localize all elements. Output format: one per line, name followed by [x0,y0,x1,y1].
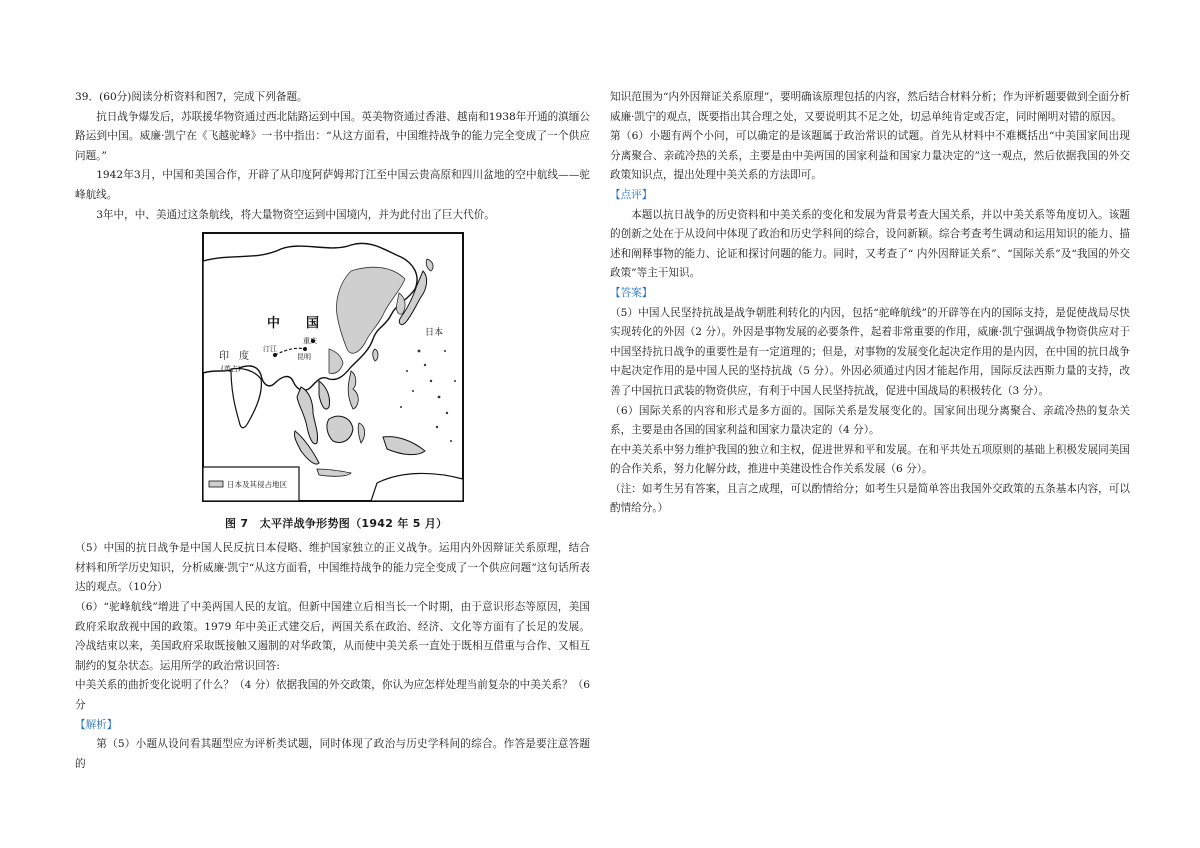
pacific-war-map [201,231,465,503]
label-india-sub: (英占) [221,365,241,374]
comment-paragraph: 本题以抗日战争的历史资料和中美关系的变化和发展为背景考查大国关系，并以中美关系等角度切入。该题的创新之处在于从设问中体现了政治和历史学科间的综合，设问新颖。综合考查考生调动和运用知识的能力、描述和阐释事物的能力、论证和探讨问题的能力。同时，又考查了“ 内外因辩证关系”、“国际关系”及“我国的外交政策”等主干知识。 [610,208,1130,280]
legend-swatch [209,481,223,487]
material-paragraph-1: 抗日战争爆发后，苏联援华物资通过西北陆路运到中国。英美物资通过香港、越南和1938年开通的滇缅公路运到中国。威廉·凯宁在《飞越驼峰》一书中指出：“从这方面看，中国维持战争的能力完全变成了一个供应问题。” [75,110,590,162]
label-india: 印 度 [219,351,249,363]
borneo [327,416,353,442]
analysis-paragraph-2: 知识范围为“内外因辩证关系原理”，要明确该原理包括的内容，然后结合材料分析；作为评析题要做到全面分析威廉·凯宁的观点，既要指出其合理之处，又要说明其不足之处，切忌单纯肯定或否定，同时阐明对错的原因。 [610,91,1130,123]
analysis-paragraph-1: 第（5）小题从设问看其题型应为评析类试题，同时体现了政治与历史学科间的综合。作答是要注意答题的 [75,738,590,770]
label-china: 中 国 [267,316,320,332]
label-kunming: 昆明 [297,353,311,362]
question-6-sub: 中美关系的曲折变化说明了什么？（4 分）依据我国的外交政策，你认为应怎样处理当前复杂的中美关系？（6分 [75,679,590,711]
right-column [610,88,1130,519]
figure-caption: 图 7 太平洋战争形势图（1942 年 5 月） [225,517,448,531]
figure-7 [201,231,465,531]
analysis-paragraph-3: 第（6）小题有两个小问，可以确定的是该题属于政治常识的试题。首先从材料中不难概括出“中美国家间出现分离聚合、亲疏冷热的关系，主要是由中美两国的国家利益和国家力量决定的”这一观点，然后依据我国的外交政策知识点，提出处理中美关系的方法即可。 [610,130,1130,182]
tag-jiexi: 【解析】 [75,718,118,731]
material-paragraph-3: 3年中，中、美通过这条航线，将大量物资空运到中国境内，并为此付出了巨大代价。 [96,208,495,221]
label-dinjan: 汀江 [263,345,277,354]
label-chongqing: 重庆 [303,337,317,346]
question-39-title: 39．(60分)阅读分析资料和图7，完成下列备题。 [75,91,308,103]
legend-text: 日本及其侵占地区 [227,480,287,490]
answer-6a: （6）国际关系的内容和形式是多方面的。国际关系是发展变化的。国家间出现分离聚合、亲疏冷热的复杂关系，主要是由各国的国家利益和国家力量决定的（4 分）。 [610,404,1130,437]
answer-note: （注：如考生另有答案，且言之成理，可以酌情给分；如考生只是简单答出我国外交政策的五条基本内容，可以酌情给分。） [610,482,1130,515]
material-paragraph-2: 1942年3月，中国和美国合作，开辟了从印度阿萨姆邦汀江至中国云贵高原和四川盆地的空中航线——驼峰航线。 [75,169,590,201]
answer-5: （5）中国人民坚持抗战是战争朝胜利转化的内因，包括“驼峰航线”的开辟等在内的国际支持，是促使战局尽快实现转化的外因（2 分）。外因是事物发展的必要条件，起着非常重要的作用，威廉·凯宁强调战争物资供应对于中国坚持抗日战争的重要性是有一定道理的；但是，对事物的发展变化起决定作用的是内因，在中国的抗日战争中起决定作用的是中国人民的坚持抗战（5 分）。外因必须通过内因才能起作用，国际反法西斯力量的支持，改善了中国抗日武装的物资供应，有利于中国人民坚持抗战，促进中国战局的积极转化（3 分）。 [610,306,1130,397]
label-japan: 日本 [425,328,444,339]
question-5: （5）中国的抗日战争是中国人民反抗日本侵略、维护国家独立的正义战争。运用内外因辩证关系原理，结合材料和所学历史知识，分析威廉·凯宁“从这方面看，中国维持战争的能力完全变成了一个供应问题”这句话所表达的观点。（10分） [75,542,590,594]
answer-6b: 在中美关系中努力维护我国的独立和主权，促进世界和平和发展。在和平共处五项原则的基础上积极发展同美国的合作关系，努力化解分歧，推进中美建设性合作关系发展（6 分）。 [610,443,1130,476]
tag-dianping: 【点评】 [610,188,653,201]
question-6: （6）“驼峰航线”增进了中美两国人民的友谊。但新中国建立后相当长一个时期，由于意识形态等原因，美国政府采取敌视中国的政策。1979 年中美正式建交后，两国关系在政治、经济、文化等方面有了长足的发展。冷战结束以来，美国政府采取既接触又遏制的对华政策，从而使中美关系一直处于既相互借重与合作、又相互制约的复杂状态。运用所学的政治常识回答: [75,600,590,672]
left-column [75,88,590,774]
tag-daan: 【答案】 [610,286,653,299]
